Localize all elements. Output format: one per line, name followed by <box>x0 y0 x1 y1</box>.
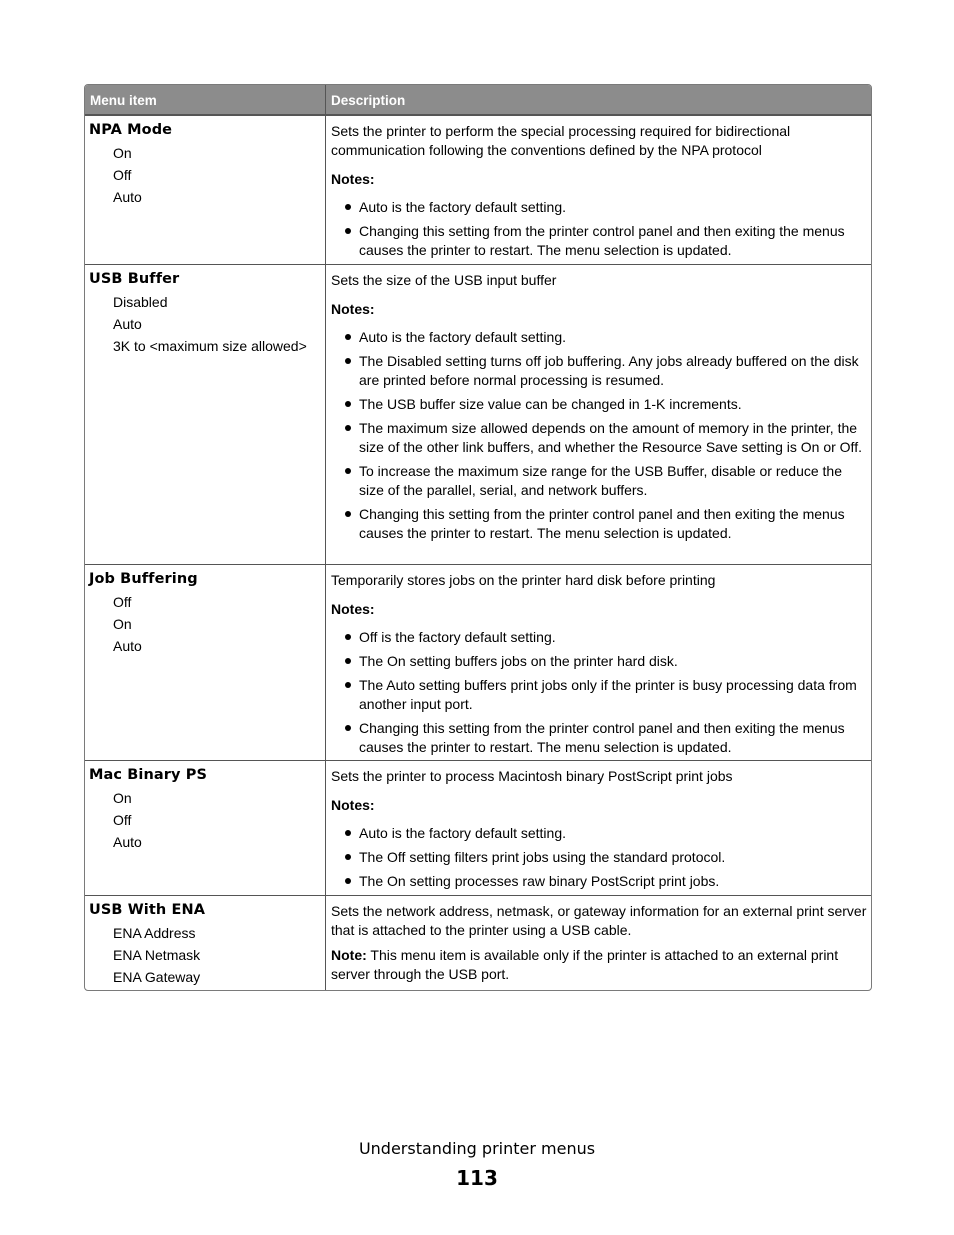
description-cell <box>326 896 871 990</box>
note-item: Auto is the factory default setting. <box>331 824 867 843</box>
notes-label: Notes: <box>331 171 375 187</box>
description-text: Temporarily stores jobs on the printer hard disk before printing <box>331 572 716 588</box>
menu-option: On <box>113 790 132 806</box>
notes-list <box>331 328 867 543</box>
note-item: Changing this setting from the printer control panel and then exiting the menus causes the printer to restart. The menu selection is updated. <box>331 222 867 260</box>
menu-option: ENA Netmask <box>113 947 201 963</box>
menu-item-title: USB With ENA <box>89 902 206 918</box>
menu-item-cell <box>85 116 326 264</box>
menu-item-title: Mac Binary PS <box>89 767 208 783</box>
menu-item-title: Job Buffering <box>89 571 198 587</box>
notes-label: Notes: <box>331 601 375 617</box>
note-item: Off is the factory default setting. <box>331 628 867 647</box>
menu-option: Auto <box>113 189 142 205</box>
menu-item-title: NPA Mode <box>89 122 173 138</box>
note-item: To increase the maximum size range for the USB Buffer, disable or reduce the size of the parallel, serial, and network buffers. <box>331 462 867 500</box>
notes-label: Notes: <box>331 301 375 317</box>
menu-option: On <box>113 145 132 161</box>
description-text: Sets the printer to process Macintosh binary PostScript print jobs <box>331 768 733 784</box>
menu-option: Off <box>113 594 132 610</box>
notes-list <box>331 628 867 757</box>
menu-item-cell <box>85 265 326 564</box>
note-item: The On setting processes raw binary PostScript print jobs. <box>331 872 867 891</box>
menu-option: Auto <box>113 638 142 654</box>
inline-note <box>331 946 867 984</box>
note-item: Auto is the factory default setting. <box>331 328 867 347</box>
footer-section-title: Understanding printer menus <box>358 1139 596 1158</box>
notes-label: Notes: <box>331 797 375 813</box>
menu-item-cell <box>85 565 326 760</box>
menu-option: 3K to <maximum size allowed> <box>113 338 307 354</box>
description-text: Sets the size of the USB input buffer <box>331 272 557 288</box>
description-cell <box>326 761 871 895</box>
menu-item-cell <box>85 896 326 990</box>
menu-option: Off <box>113 812 132 828</box>
menu-table <box>84 84 872 991</box>
menu-option: ENA Address <box>113 925 196 941</box>
table-row-npa-mode <box>85 115 871 264</box>
table-header <box>85 85 871 115</box>
note-item: Auto is the factory default setting. <box>331 198 867 217</box>
note-label: Note: <box>331 947 367 963</box>
menu-option: ENA Gateway <box>113 969 201 985</box>
note-item: The Off setting filters print jobs using the standard protocol. <box>331 848 867 867</box>
note-item: The Disabled setting turns off job buffering. Any jobs already buffered on the disk are printed before normal processing is resumed. <box>331 352 867 390</box>
note-item: Changing this setting from the printer control panel and then exiting the menus causes the printer to restart. The menu selection is updated. <box>331 505 867 543</box>
notes-list <box>331 824 867 891</box>
description-cell <box>326 265 871 564</box>
note-item: The On setting buffers jobs on the printer hard disk. <box>331 652 867 671</box>
description-cell <box>326 565 871 760</box>
note-text: This menu item is available only if the printer is attached to an external print server through the USB port. <box>331 947 839 982</box>
menu-option: Auto <box>113 316 142 332</box>
table-row-usb-with-ena <box>85 895 871 990</box>
note-item: The Auto setting buffers print jobs only if the printer is busy processing data from another input port. <box>331 676 867 714</box>
header-menu-item: Menu item <box>85 85 326 114</box>
note-item: Changing this setting from the printer control panel and then exiting the menus causes the printer to restart. The menu selection is updated. <box>331 719 867 757</box>
table-row-usb-buffer <box>85 264 871 564</box>
page-number: 113 <box>456 1166 498 1190</box>
menu-item-cell <box>85 761 326 895</box>
menu-option: Disabled <box>113 294 168 310</box>
menu-option: Auto <box>113 834 142 850</box>
menu-option: Off <box>113 167 132 183</box>
note-item: The USB buffer size value can be changed in 1-K increments. <box>331 395 867 414</box>
note-item: The maximum size allowed depends on the amount of memory in the printer, the size of the other link buffers, and whether the Resource Save setting is On or Off. <box>331 419 867 457</box>
description-cell <box>326 116 871 264</box>
description-text: Sets the network address, netmask, or gateway information for an external print server that is attached to the printer using a USB cable. <box>331 903 867 938</box>
header-description: Description <box>331 93 406 108</box>
table-row-job-buffering <box>85 564 871 760</box>
menu-item-title: USB Buffer <box>89 271 180 287</box>
table-row-mac-binary-ps <box>85 760 871 895</box>
description-text: Sets the printer to perform the special processing required for bidirectional communication following the conventions defined by the NPA protocol <box>331 123 791 158</box>
notes-list <box>331 198 867 260</box>
menu-option: On <box>113 616 132 632</box>
